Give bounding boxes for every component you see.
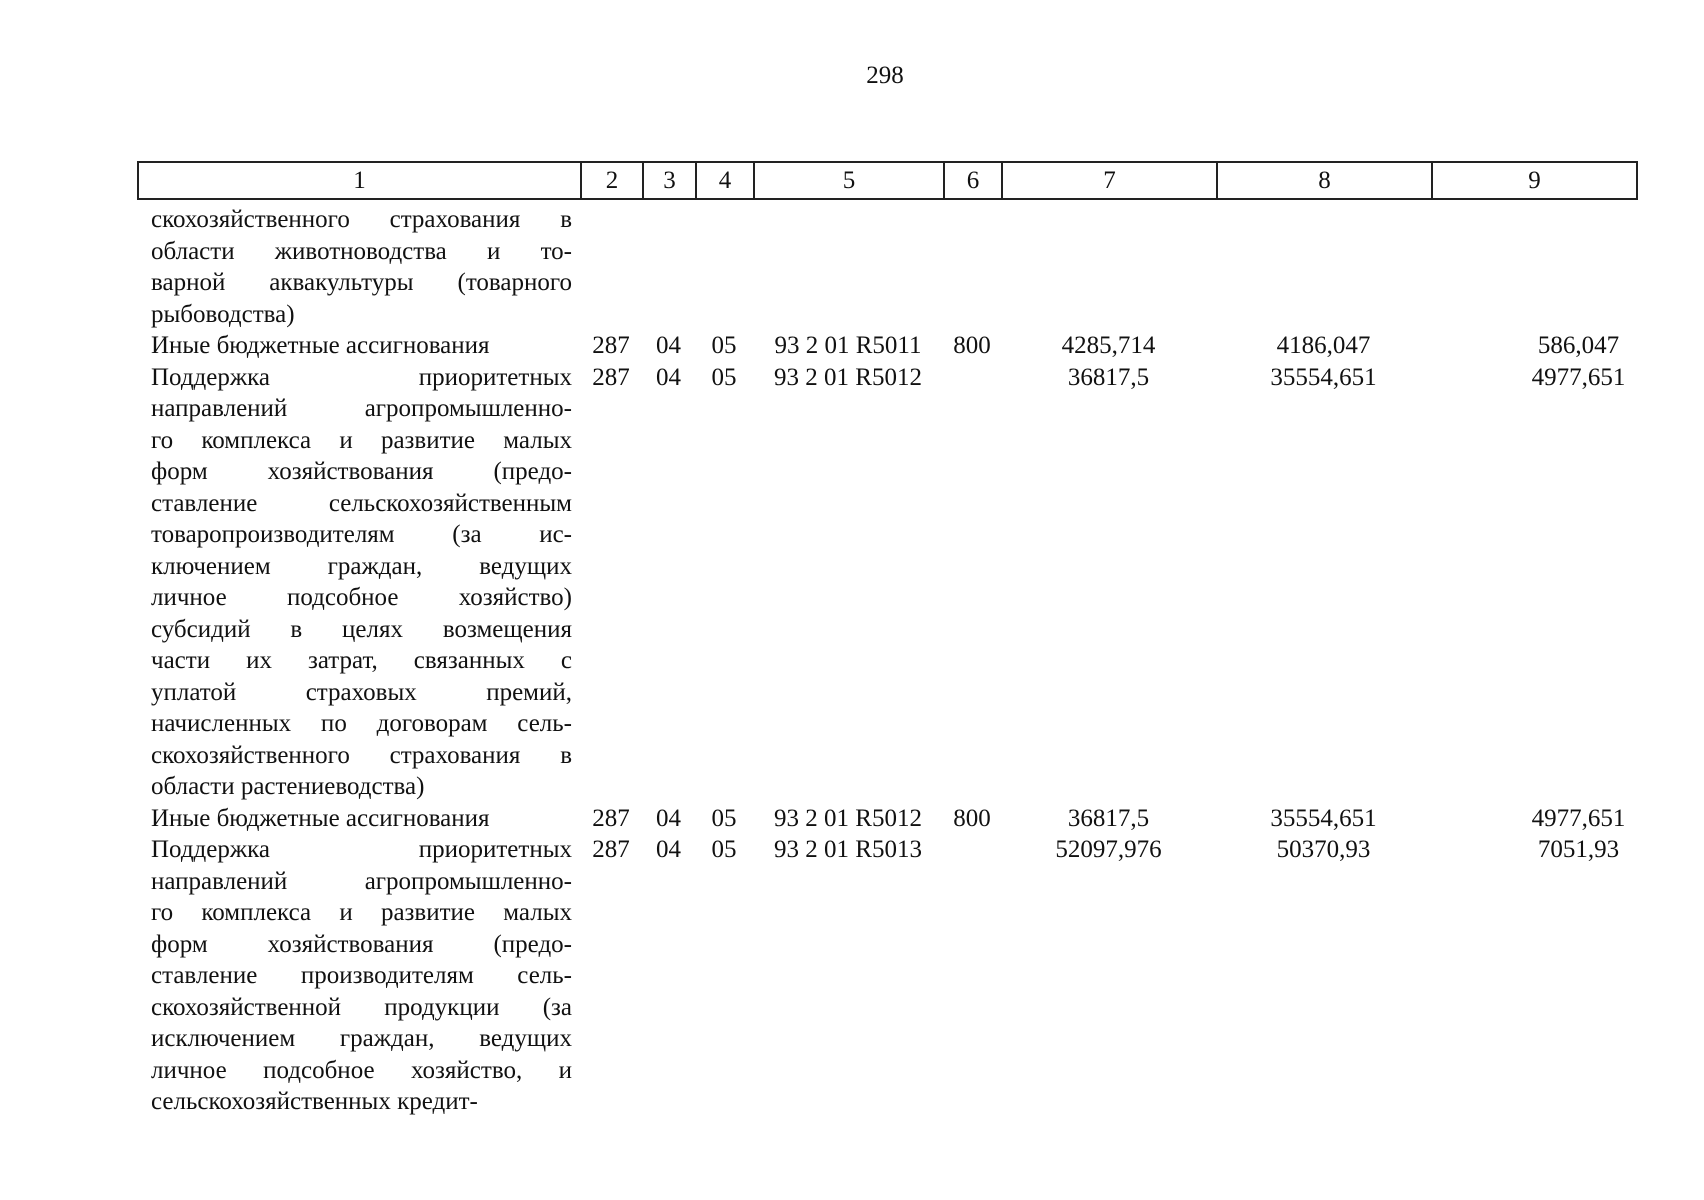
cell-c8: 35554,651 <box>1270 804 1377 832</box>
cell-c6 <box>943 834 1001 1118</box>
table-row <box>137 204 1636 330</box>
row-description <box>137 330 580 362</box>
cell-c9: 4977,651 <box>1531 363 1626 391</box>
description-line: варной аквакультуры (товарного <box>151 269 572 296</box>
row-description <box>137 834 580 1118</box>
description-line: Поддержка приоритетных <box>151 363 572 391</box>
cell-c3 <box>642 204 695 330</box>
cell-c6: 800 <box>953 332 991 359</box>
cell-c2 <box>580 204 642 330</box>
cell-c4: 05 <box>711 363 737 391</box>
cell-c3: 04 <box>656 836 681 863</box>
description-line: начисленных по договорам сель- <box>151 710 572 737</box>
cell-c6 <box>943 204 1001 330</box>
description-line: исключением граждан, ведущих <box>151 1025 572 1052</box>
description-line: скохозяйственного страхования в <box>151 741 572 769</box>
description-line: Поддержка приоритетных <box>151 836 572 863</box>
cell-c2: 287 <box>592 332 630 359</box>
description-line: рыбоводства) <box>151 300 295 328</box>
column-header-2: 2 <box>581 162 643 199</box>
cell-c4 <box>695 204 753 330</box>
description-line: го комплекса и развитие малых <box>151 426 572 454</box>
cell-c8: 50370,93 <box>1276 836 1371 863</box>
description-line: форм хозяйствования (предо- <box>151 458 572 485</box>
description-line: сельскохозяйственных кредит- <box>151 1088 478 1115</box>
description-line: направлений агропромышленно- <box>151 395 572 422</box>
description-line: скохозяйственной продукции (за <box>151 993 572 1021</box>
cell-c7: 36817,5 <box>1067 804 1150 832</box>
table-body <box>137 204 1636 1118</box>
description-line: ключением граждан, ведущих <box>151 552 572 580</box>
row-description <box>137 362 580 803</box>
column-header-1: 1 <box>138 162 581 199</box>
table-row <box>137 834 1636 1118</box>
description-line: уплатой страховых премий, <box>151 678 572 706</box>
description-line: Иные бюджетные ассигнования <box>151 804 490 832</box>
cell-c5: 93 2 01 R5012 <box>774 804 922 832</box>
cell-c7: 36817,5 <box>1067 363 1150 391</box>
cell-c4: 05 <box>711 804 737 832</box>
description-line: личное подсобное хозяйство) <box>151 584 572 611</box>
column-header-5: 5 <box>754 162 944 199</box>
cell-c3: 04 <box>656 363 681 391</box>
column-header-7: 7 <box>1002 162 1217 199</box>
cell-c7: 4285,714 <box>1061 332 1156 359</box>
description-line: направлений агропромышленно- <box>151 867 572 895</box>
cell-c5: 93 2 01 R5012 <box>774 363 922 391</box>
cell-c7 <box>1001 204 1216 330</box>
column-header-6: 6 <box>944 162 1002 199</box>
cell-c5: 93 2 01 R5013 <box>774 836 922 863</box>
description-line: форм хозяйствования (предо- <box>151 930 572 958</box>
cell-c3: 04 <box>656 332 681 359</box>
cell-c2: 287 <box>592 804 630 832</box>
cell-c3: 04 <box>656 804 681 832</box>
description-line: го комплекса и развитие малых <box>151 899 572 926</box>
cell-c5: 93 2 01 R5011 <box>774 332 922 359</box>
cell-c6: 800 <box>953 804 991 832</box>
column-header-4: 4 <box>696 162 754 199</box>
column-header-3: 3 <box>643 162 696 199</box>
description-line: ставление сельскохозяйственным <box>151 489 572 517</box>
cell-c4: 05 <box>711 332 737 359</box>
cell-c8: 4186,047 <box>1276 332 1371 359</box>
description-line: скохозяйственного страхования в <box>151 206 572 233</box>
column-header-9: 9 <box>1432 162 1637 199</box>
cell-c7: 52097,976 <box>1055 836 1162 863</box>
cell-c8 <box>1216 204 1431 330</box>
cell-c8: 35554,651 <box>1270 363 1377 391</box>
page-number: 298 <box>866 62 904 89</box>
row-description <box>137 803 580 835</box>
cell-c4: 05 <box>711 836 737 863</box>
cell-c2: 287 <box>592 836 630 863</box>
cell-c2: 287 <box>592 363 630 391</box>
cell-c6 <box>943 362 1001 803</box>
row-description <box>137 204 580 330</box>
table-row <box>137 362 1636 803</box>
cell-c9 <box>1431 204 1636 330</box>
cell-c5 <box>753 204 943 330</box>
cell-c9: 4977,651 <box>1531 804 1626 832</box>
description-line: товаропроизводителям (за ис- <box>151 521 572 548</box>
description-line: личное подсобное хозяйство, и <box>151 1056 572 1084</box>
cell-c9: 586,047 <box>1537 332 1620 359</box>
description-line: части их затрат, связанных с <box>151 647 572 674</box>
table-row <box>137 803 1636 835</box>
description-line: ставление производителям сель- <box>151 962 572 989</box>
description-line: области животноводства и то- <box>151 237 572 265</box>
budget-table <box>137 204 1636 1118</box>
description-line: области растениеводства) <box>151 773 425 800</box>
cell-c9: 7051,93 <box>1537 836 1620 863</box>
table-row <box>137 330 1636 362</box>
column-header-row <box>137 161 1638 200</box>
description-line: субсидий в целях возмещения <box>151 615 572 643</box>
column-header-8: 8 <box>1217 162 1432 199</box>
description-line: Иные бюджетные ассигнования <box>151 332 490 359</box>
